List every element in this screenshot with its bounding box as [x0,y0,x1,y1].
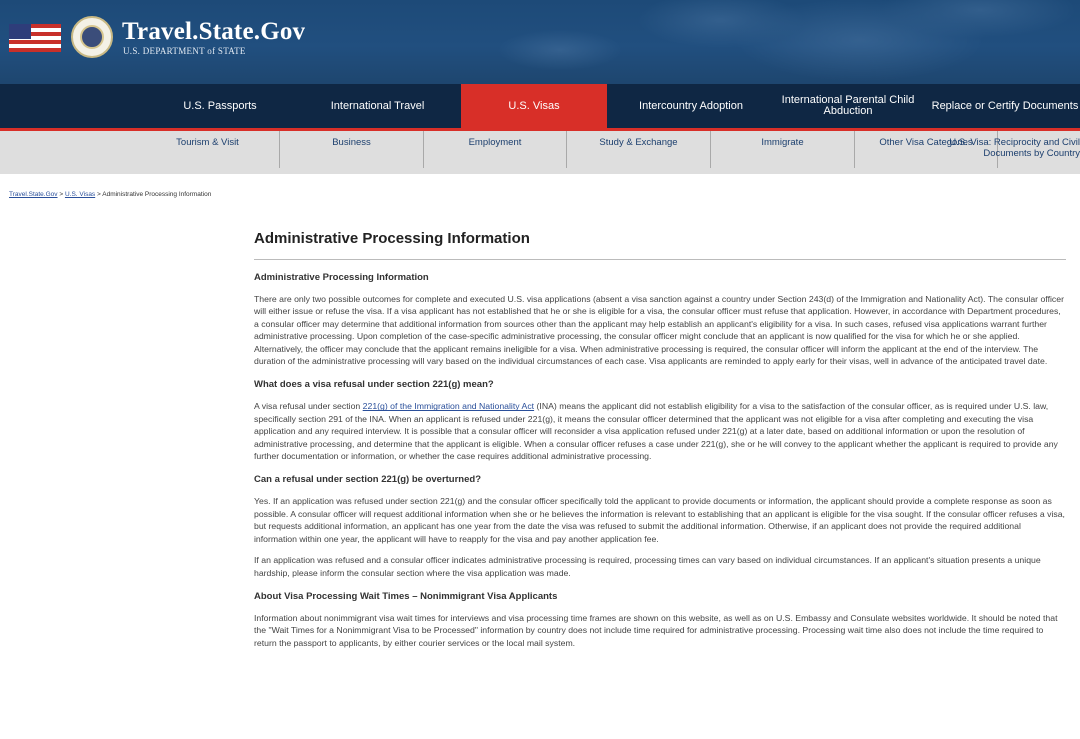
subnav-business[interactable]: Business [332,137,371,148]
section-heading: What does a visa refusal under section 221(g) mean? [254,379,494,391]
nav-us-passports[interactable]: U.S. Passports [183,99,257,112]
nav-us-visas[interactable]: U.S. Visas [461,84,607,128]
nav-international-travel[interactable]: International Travel [330,99,425,112]
subnav-employment[interactable]: Employment [468,137,522,148]
subnav-reciprocity-documents[interactable] [949,131,1080,174]
subnav-other-visa-categories[interactable]: Other Visa Categories [879,137,973,148]
subnav-tourism-visit[interactable]: Tourism & Visit [176,137,239,148]
site-title[interactable]: Travel.State.Gov [122,18,306,45]
breadcrumb-current: Administrative Processing Information [102,191,212,198]
nav-replace-certify-documents[interactable]: Replace or Certify Documents [931,99,1079,112]
paragraph: Information about nonimmigrant visa wait times for interviews and visa processing time frames are shown on this website, as well as on U.S. Embassy and Consulate websites worldwide. It should be noted that the "Wait Times for a Nonimmigrant Visa to be Processed" information by country does not include time required for administrative processing. Processing wait time also does not include the time required to return the passport to applicants, by either courier services or the local mail system. [254,612,1058,648]
section-heading: About Visa Processing Wait Times – Nonimmigrant Visa Applicants [254,590,558,602]
page-title: Administrative Processing Information [254,230,530,247]
site-subtitle: U.S. DEPARTMENT of STATE [123,46,246,56]
site-header [0,0,1080,84]
main-content [254,228,1066,649]
subnav-reciprocity-label: U.S. Visa: Reciprocity and Civil Documents by Country [949,137,1080,159]
breadcrumb-separator: > [95,191,103,198]
paragraph [254,400,1066,462]
breadcrumb-separator: > [57,191,65,198]
section-heading: Can a refusal under section 221(g) be overturned? [254,474,481,486]
breadcrumb-us-visas-link[interactable]: U.S. Visas [64,191,96,198]
paragraph: There are only two possible outcomes for complete and executed U.S. visa applications (absent a visa sanction against a country under Section 243(d) of the Immigration and Nationality Act). The consular officer will either issue or refuse the visa. If a visa applicant has not established that he or she is eligible for a visa, the consular officer must refuse that application. However, in accordance with Department procedures, a consular officer may determine that additional information from sources other than the applicant may help establish an applicant's eligibility for a visa. In such cases, refused visa applications warrant further administrative processing. Upon completion of the case-specific administrative processing, the consular officer might conclude that an applicant is now qualified for the visa for which he or she applied. Alternatively, the officer may conclude that the applicant remains ineligible for a visa. When administrative processing is required, the consular officer will inform the applicant at the end of the interview. The duration of the administrative processing will vary based on the individual circumstances of each case. Visa applicants are reminded to apply early for their visas, well in advance of the anticipated travel date. [254,294,1064,367]
section-heading: Administrative Processing Information [254,272,429,283]
breadcrumb [9,191,211,198]
department-seal-icon[interactable] [71,16,113,58]
subnav-study-exchange[interactable]: Study & Exchange [599,137,678,148]
nav-parental-child-abduction[interactable]: International Parental Child Abduction [781,94,915,117]
us-flag-icon [9,24,61,52]
paragraph: Yes. If an application was refused under section 221(g) and the consular officer specifically told the applicant to provide documents or information, the applicant should provide a complete response as soon as possible. A consular officer will request additional information when she or he believes the information is relevant to establishing that an applicant is eligible for the visa sought. If the consular officer refuses a visa, but requests additional information, an applicant has one year from the date the visa was refused to submit the additional information. Otherwise, if an applicant does not provide the required additional information within one year, the applicant will have to reapply for the visa and pay another application fee. [254,496,1065,544]
nav-intercountry-adoption[interactable]: Intercountry Adoption [639,99,743,112]
main-nav [0,84,1080,128]
paragraph-text: (INA) means the applicant did not establish eligibility for a visa to the satisfaction of the consular officer, as is required under U.S. law, specifically section 291 of the INA. When an applicant is refused under 221(g), it means the consular officer determined that the applicant was not eligible for a visa after completing and executing the visa application and any required interview. It is possible that a consular officer will reconsider a visa application refused under 221(g) at a later date, based on additional information or upon the resolution of administrative processing, and determine that the applicant is eligible. When a consular officer refuses a case under 221(g), she or he will convey to the applicant whether the applicant is required to provide any further documentation or information, or whether the case requires additional administrative processing. [254,401,1058,462]
paragraph: If an application was refused and a consular officer indicates administrative processing is required, processing times can vary based on individual circumstances. If an applicant's situation presents a unique hardship, please inform the consular section where the visa application was made. [254,555,1041,578]
sub-nav [0,131,1080,174]
breadcrumb-home-link[interactable]: Travel.State.Gov [9,191,58,198]
paragraph-text: A visa refusal under section [254,401,363,412]
title-divider [254,259,1066,260]
subnav-immigrate[interactable]: Immigrate [761,137,804,148]
ina-221g-link[interactable]: 221(g) of the Immigration and Nationality Act [362,401,535,412]
